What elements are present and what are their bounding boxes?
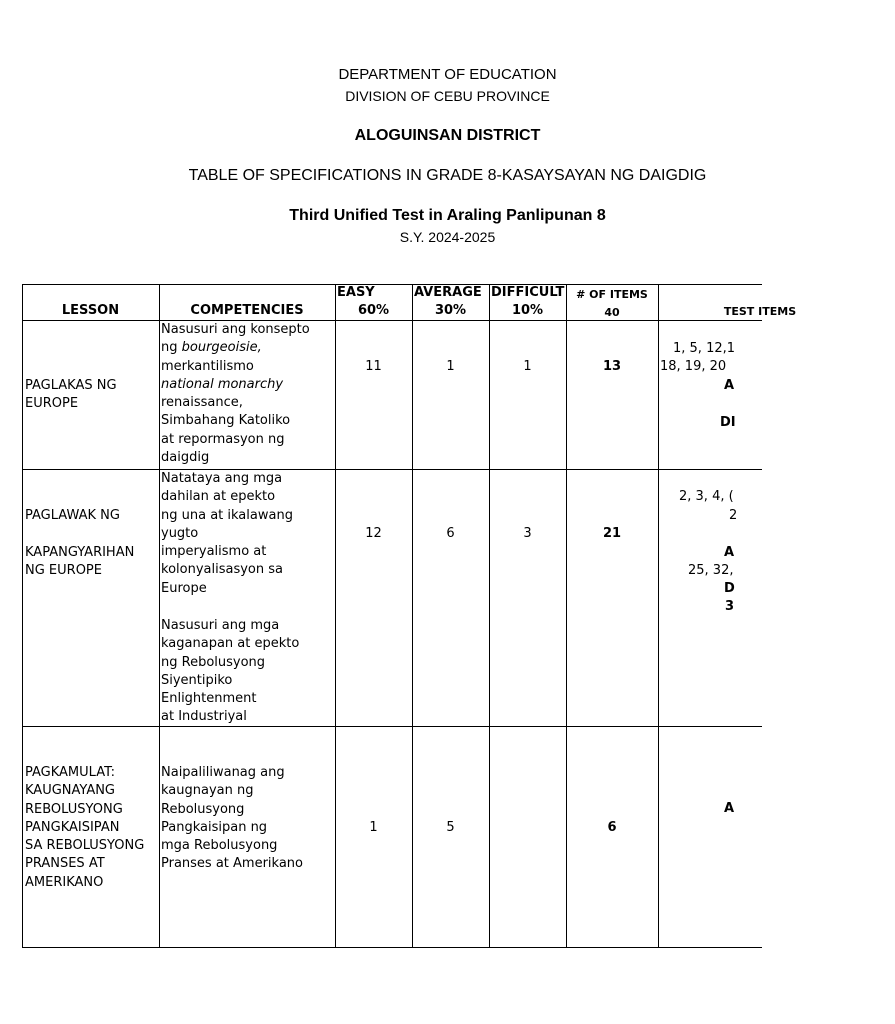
row1-difficult: 1 <box>523 359 532 374</box>
header-test-items: TEST ITEMS <box>723 305 797 318</box>
row3-competency: Naipaliliwanag ang kaugnayan ng Rebolusyong Pangkaisipan ng mga Rebolusyong Pranses at Amerikano <box>161 765 304 872</box>
row3-easy: 1 <box>369 820 378 835</box>
grid-line <box>22 320 762 321</box>
row1-test-items-2: 18, 19, 20 <box>660 359 727 374</box>
row2-test-items-1: 2, 3, 4, ( <box>679 489 734 504</box>
row1-competency-text-1: Nasusuri ang konsepto ng <box>161 322 310 356</box>
header-lesson: LESSON <box>61 303 120 318</box>
header-easy-pct: 60% <box>357 303 390 318</box>
header-items: # OF ITEMS <box>576 288 648 301</box>
grid-line <box>489 284 490 948</box>
grid-line <box>159 284 160 948</box>
row2-lesson-1: PAGLAWAK NG <box>25 508 120 523</box>
school-year: S.Y. 2024-2025 <box>399 229 496 245</box>
header-average: AVERAGE <box>414 285 482 300</box>
row2-easy: 12 <box>365 526 382 541</box>
row1-test-items-1: 1, 5, 12,1 <box>673 341 736 356</box>
header-difficult-pct: 10% <box>511 303 544 318</box>
grid-line <box>335 284 336 948</box>
row2-competency-a: Natataya ang mga dahilan at epekto ng una at ikalawang yugto imperyalismo at kolonyalisasyon sa Europe <box>161 471 293 596</box>
row1-test-items-3: A <box>724 378 735 393</box>
grid-line <box>22 284 762 285</box>
row3-items: 6 <box>607 820 617 835</box>
row2-difficult: 3 <box>523 526 532 541</box>
row3-test-items-1: A <box>724 801 735 816</box>
row1-competency-italic-2: national monarchy <box>161 376 284 392</box>
row2-lesson-2: KAPANGYARIHAN NG EUROPE <box>25 545 135 579</box>
row1-test-items-4: DI <box>720 415 736 430</box>
row3-average: 5 <box>446 820 455 835</box>
row1-lesson: PAGLAKAS NG EUROPE <box>25 378 117 412</box>
row3-lesson: PAGKAMULAT: KAUGNAYANG REBOLUSYONG PANGKAISIPAN SA REBOLUSYONG PRANSES AT AMERIKANO <box>25 765 145 890</box>
row1-average: 1 <box>446 359 455 374</box>
row1-competency-italic-1: bourgeoisie, <box>181 340 262 356</box>
department-title: DEPARTMENT OF EDUCATION <box>338 66 557 83</box>
table-title: TABLE OF SPECIFICATIONS IN GRADE 8-KASAYSAYAN NG DAIGDIG <box>188 167 707 184</box>
row2-items: 21 <box>602 526 622 541</box>
row2-test-items-6: 3 <box>725 599 735 614</box>
row2-test-items-3: A <box>724 545 735 560</box>
row2-test-items-2: 2 <box>729 508 738 523</box>
row2-competency-b: Nasusuri ang mga kaganapan at epekto ng Rebolusyong Siyentipiko Enlightenment at Industriyal <box>161 618 300 725</box>
district-title: ALOGUINSAN DISTRICT <box>354 127 541 144</box>
row1-competency-text-3: renaissance, Simbahang Katoliko at repormasyon ng daigdig <box>161 395 291 466</box>
row2-test-items-4: 25, 32, <box>688 563 734 578</box>
grid-line <box>22 947 762 948</box>
row1-items: 13 <box>602 359 622 374</box>
row2-test-items-5: D <box>724 581 735 596</box>
row1-competency-text-2: merkantilismo <box>161 358 254 374</box>
header-items-total: 40 <box>604 306 620 319</box>
header-average-pct: 30% <box>434 303 467 318</box>
grid-line <box>22 726 762 727</box>
grid-line <box>566 284 567 948</box>
header-difficult: DIFFICULT <box>491 285 565 300</box>
header-easy: EASY <box>337 285 375 300</box>
row1-easy: 11 <box>365 359 382 374</box>
header-competencies: COMPETENCIES <box>190 303 304 318</box>
grid-line <box>412 284 413 948</box>
grid-line <box>658 284 659 948</box>
test-name: Third Unified Test in Araling Panlipunan 8 <box>289 207 606 224</box>
row1-competency <box>161 321 310 467</box>
grid-line <box>22 469 762 470</box>
row2-average: 6 <box>446 526 455 541</box>
division-title: DIVISION OF CEBU PROVINCE <box>345 88 550 104</box>
grid-line <box>22 284 23 948</box>
